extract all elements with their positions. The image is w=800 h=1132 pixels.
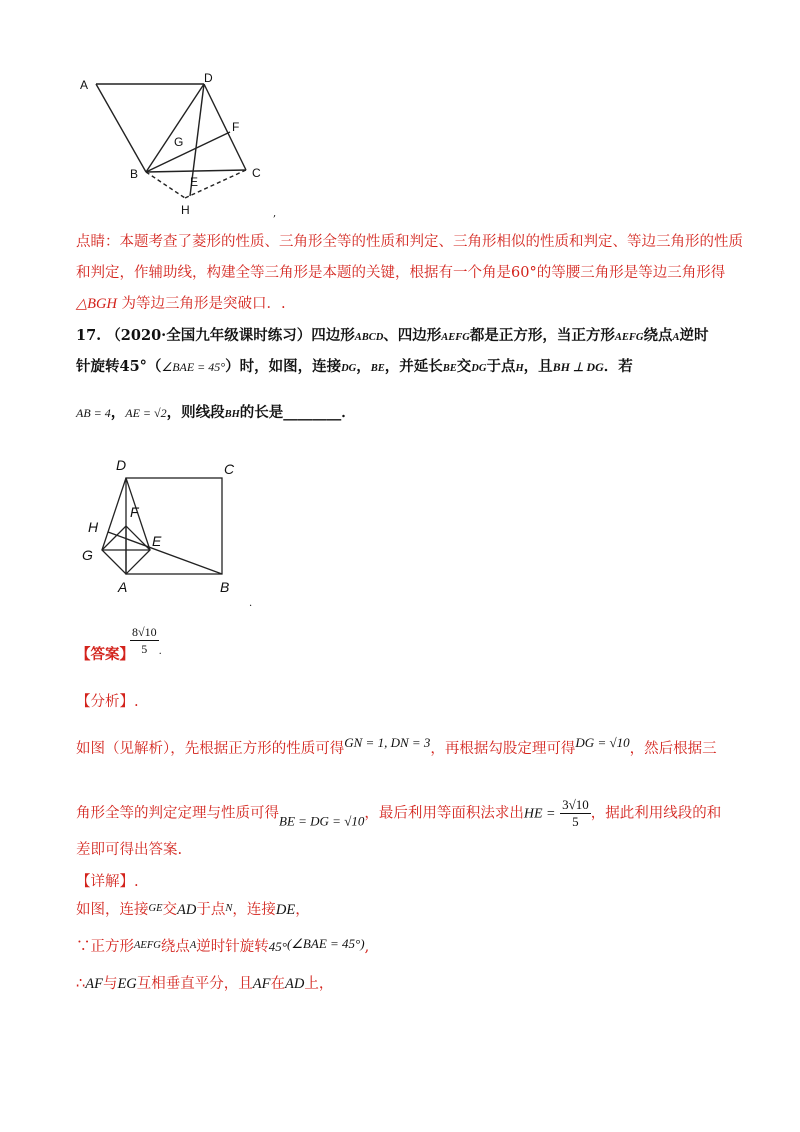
math-DG-2: DG — [471, 363, 487, 374]
answer-fraction — [130, 624, 162, 657]
math-A-detail: A — [189, 940, 197, 951]
he-denominator: 5 — [572, 814, 579, 829]
problem-line-1 — [76, 326, 709, 348]
problem-text-12: ，且 — [523, 358, 553, 375]
answer-dot: . — [158, 646, 162, 657]
squares-figure — [78, 452, 258, 602]
answer-numerator: 8√10 — [132, 625, 157, 639]
math-GE: GE — [148, 903, 163, 914]
analysis-line-1 — [76, 733, 717, 759]
segment-DG — [102, 478, 126, 550]
label-C2: C — [224, 461, 235, 477]
math-AF-2: AF — [252, 976, 271, 992]
detail-text-9: , — [364, 939, 370, 955]
math-ABCD: ABCD — [354, 332, 384, 343]
problem-text-2: 、四边形 — [383, 327, 442, 344]
problem-text-13: ．若 — [603, 358, 633, 375]
math-DG: DG — [341, 363, 357, 374]
answer-label: 【答案】 — [76, 646, 134, 663]
analysis-line-2 — [76, 797, 721, 832]
label-F: F — [232, 120, 240, 134]
math-angle: ∠BAE = 45° — [161, 360, 226, 374]
remark-line-2: 和判定，作辅助线，构建全等三角形是本题的关键，根据有一个角是60°的等腰三角形是等边三角形得 — [76, 265, 726, 281]
analysis-text-4: 角形全等的判定定理与性质可得 — [76, 805, 279, 822]
detail-text-3: 于点 — [196, 902, 226, 918]
problem-text-6: 针旋转45°（ — [76, 358, 162, 375]
analysis-text-5: ，最后利用等面积法求出 — [364, 805, 524, 822]
math-GN-DN: GN = 1, DN = 3 — [344, 735, 431, 750]
label-B: B — [130, 167, 139, 181]
problem-line-3 — [76, 403, 356, 425]
detail-text-13: 在 — [270, 976, 286, 992]
math-BH: BH — [224, 409, 240, 420]
detail-text-7: 绕点 — [160, 939, 190, 955]
problem-text-5: 逆时 — [679, 327, 709, 344]
stray-mark: , — [273, 208, 277, 219]
label-A: A — [80, 78, 89, 92]
analysis-text-3: ，然后根据三 — [629, 741, 717, 757]
math-H: H — [515, 363, 524, 374]
detail-text-4: ，连接 — [232, 902, 276, 918]
math-AEFG-detail: AEFG — [134, 940, 161, 951]
problem-text-15: 的长是________． — [239, 404, 356, 421]
analysis-text-1: 如图（见解析），先根据正方形的性质可得 — [76, 741, 345, 757]
label-B2: B — [220, 579, 230, 595]
problem-text-8: ， — [356, 358, 371, 375]
detail-label: 【详解】. — [76, 874, 139, 890]
problem-text-7: ）时，如图，连接 — [225, 358, 342, 375]
segment-BH — [146, 172, 185, 198]
math-DE: DE — [275, 902, 296, 918]
math-HE: HE = — [523, 806, 556, 822]
math-AD-2: AD — [285, 976, 305, 992]
label-G2: G — [82, 547, 93, 563]
math-DG-value: DG = √10 — [575, 735, 630, 750]
math-AD: AD — [177, 902, 197, 918]
math-AF: AF — [85, 976, 103, 992]
problem-text-4: 绕点 — [643, 327, 673, 344]
rhombus-figure — [70, 70, 290, 230]
math-N: N — [225, 903, 233, 914]
label-H2: H — [88, 519, 99, 535]
problem-text-3: 都是正方形，当正方形 — [469, 327, 615, 344]
label-D2: D — [116, 457, 127, 473]
analysis-label: 【分析】. — [76, 694, 139, 710]
math-BE-2: BE — [442, 363, 457, 374]
remark-line-1: 点睛：本题考查了菱形的性质、三角形全等的性质和判定、三角形相似的性质和判定、等边三角形的性质 — [76, 234, 743, 250]
detail-text-10: ∴ — [76, 976, 86, 992]
math-A: A — [672, 332, 680, 343]
problem-text-11: 于点 — [486, 358, 516, 375]
segment-DC — [204, 84, 246, 170]
math-AEFG: AEFG — [441, 332, 470, 343]
answer-denominator: 5 — [141, 642, 148, 656]
math-perp: BH ⊥ DG — [552, 360, 604, 374]
math-BE: BE — [370, 363, 385, 374]
detail-text-11: 与 — [102, 976, 118, 992]
problem-text-1: 四边形 — [311, 327, 355, 344]
label-H: H — [181, 203, 190, 217]
math-AEFG-2: AEFG — [614, 332, 644, 343]
label-C: C — [252, 166, 261, 180]
stray-mark-2: . — [249, 598, 253, 609]
detail-text-5: ， — [295, 902, 310, 918]
segment-BC — [146, 170, 246, 172]
math-45deg: 45° — [268, 939, 287, 954]
label-D: D — [204, 71, 213, 85]
problem-text-9: ，并延长 — [384, 358, 443, 375]
problem-line-2 — [76, 357, 633, 379]
math-AB: AB = 4 — [76, 406, 111, 420]
detail-text-2: 交 — [162, 902, 177, 918]
detail-text-1: 如图，连接 — [76, 902, 149, 918]
label-E: E — [190, 175, 199, 189]
analysis-text-6: ，据此利用线段的和 — [590, 805, 722, 822]
remark-tail: 为等边三角形是突破口．. — [116, 296, 286, 312]
label-G: G — [174, 135, 184, 149]
problem-number: 17. — [76, 327, 102, 344]
segment-AB — [96, 84, 146, 172]
detail-text-6: ∵正方形 — [76, 939, 134, 955]
math-AE: AE = √2 — [125, 406, 167, 420]
math-EG: EG — [117, 976, 137, 992]
he-numerator: 3√10 — [562, 797, 589, 812]
problem-sep: ， — [110, 404, 126, 421]
label-E2: E — [152, 533, 162, 549]
detail-line-3 — [76, 974, 333, 994]
analysis-text-2: ，再根据勾股定理可得 — [430, 741, 576, 757]
math-angle-detail: (∠BAE = 45°) — [286, 936, 365, 951]
problem-text-10: 交 — [456, 358, 472, 375]
analysis-line-3: 差即可得出答案. — [76, 842, 183, 858]
label-F2: F — [130, 504, 139, 520]
segment-BH — [108, 532, 222, 574]
detail-line-2 — [76, 934, 369, 957]
detail-text-8: 逆时针旋转 — [196, 939, 269, 955]
label-A2: A — [118, 579, 128, 595]
problem-source: （2020·全国九年级课时练习） — [106, 327, 312, 344]
math-BE-DG: BE = DG = √10 — [279, 813, 365, 829]
detail-text-14: 上， — [304, 976, 334, 992]
triangle-bgh: △BGH — [76, 296, 117, 312]
problem-text-14: ，则线段 — [166, 404, 225, 421]
remark-line-3 — [76, 294, 286, 314]
detail-line-1 — [76, 899, 310, 920]
detail-text-12: 互相垂直平分，且 — [136, 976, 253, 992]
